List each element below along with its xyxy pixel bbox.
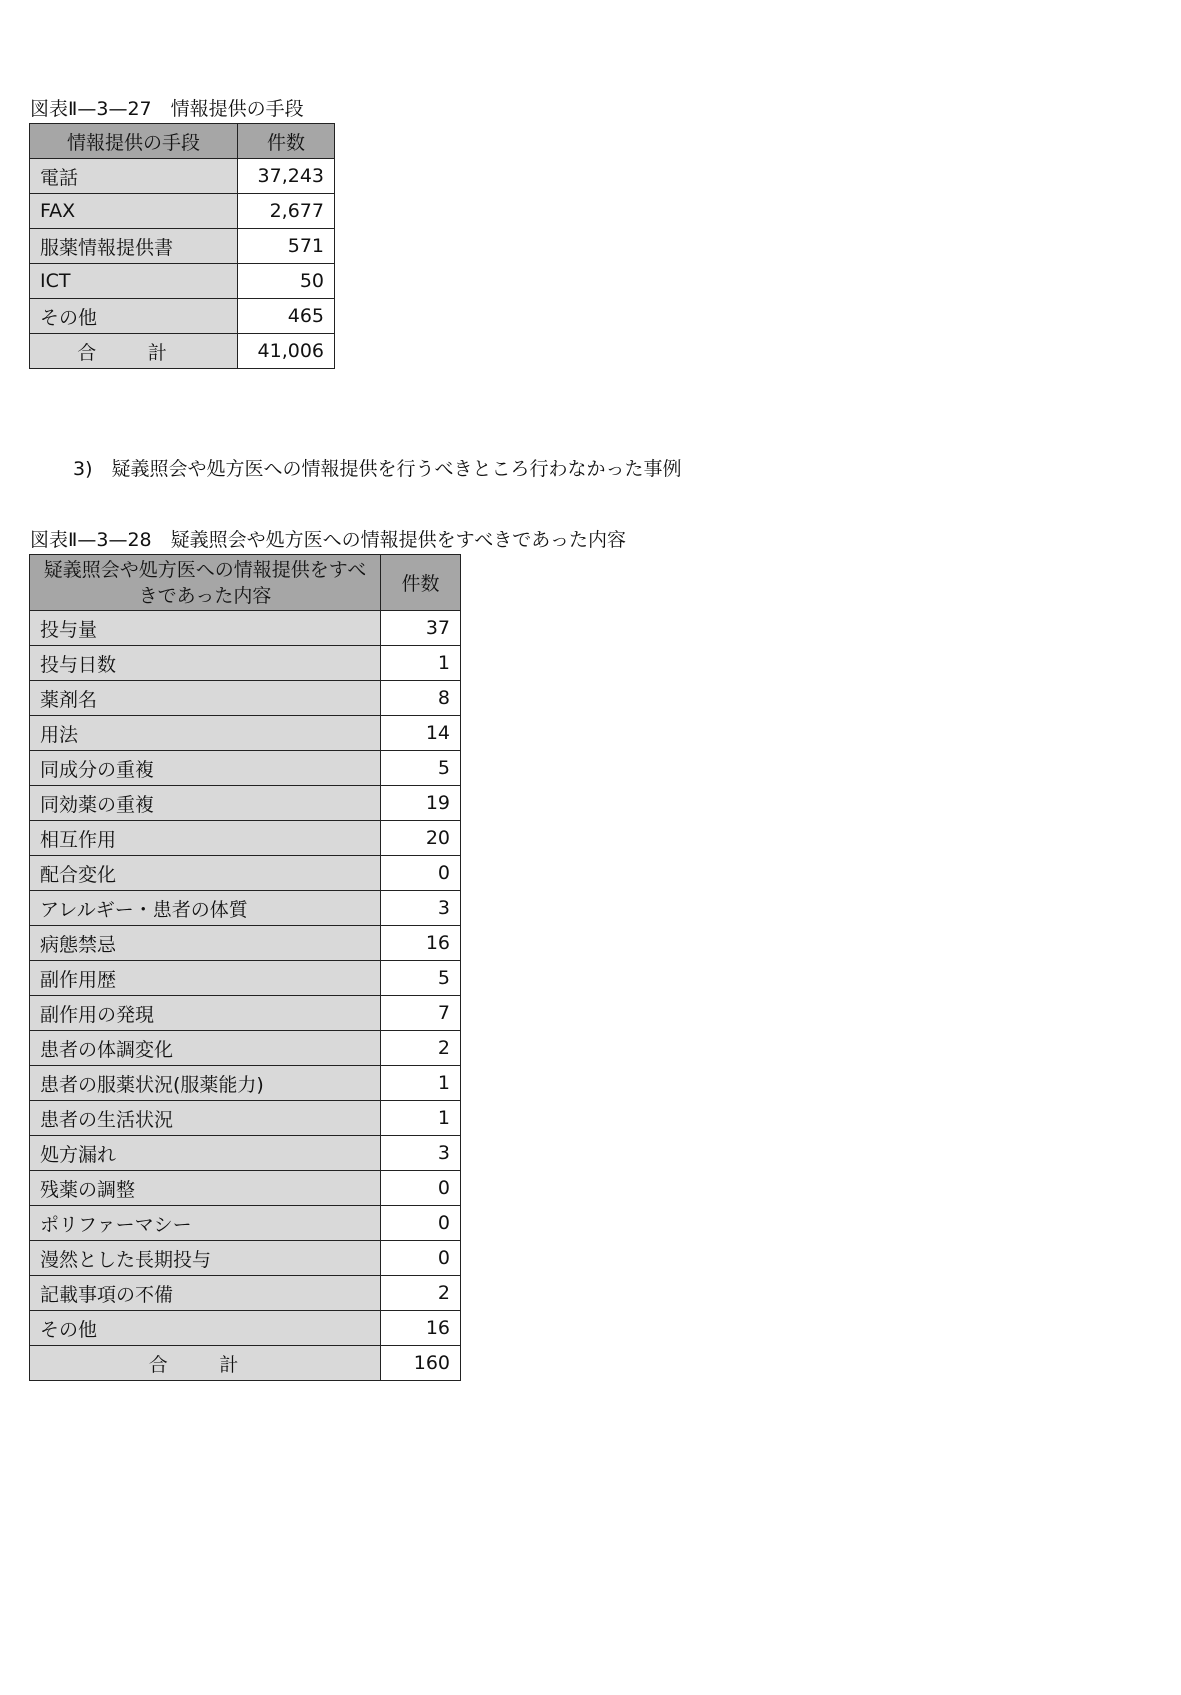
row-label: 漫然とした長期投与 [30,1241,381,1276]
row-count: 2 [381,1276,461,1311]
row-count: 5 [381,961,461,996]
table-row [30,926,461,961]
inquiry-content-table [29,554,461,1381]
table-row [30,891,461,926]
row-label: その他 [30,299,238,334]
table-row [30,1171,461,1206]
table-row [30,751,461,786]
row-count: 16 [381,1311,461,1346]
row-label: 記載事項の不備 [30,1276,381,1311]
table-header-row [30,555,461,611]
row-label: 薬剤名 [30,681,381,716]
table-row [30,716,461,751]
row-count: 5 [381,751,461,786]
row-count: 50 [238,264,335,299]
table-row [30,681,461,716]
row-label: 患者の生活状況 [30,1101,381,1136]
row-label: 配合変化 [30,856,381,891]
table-row [30,194,335,229]
row-label: 電話 [30,159,238,194]
row-count: 0 [381,1206,461,1241]
table-row [30,1101,461,1136]
row-count: 2,677 [238,194,335,229]
row-count: 16 [381,926,461,961]
row-label: 副作用歴 [30,961,381,996]
column-header-count: 件数 [381,555,461,611]
total-label: 合 計 [30,1346,381,1381]
table-row [30,961,461,996]
row-label: ICT [30,264,238,299]
table-row [30,1136,461,1171]
row-label: FAX [30,194,238,229]
row-label: 同成分の重複 [30,751,381,786]
total-count: 41,006 [238,334,335,369]
row-count: 465 [238,299,335,334]
row-label: 病態禁忌 [30,926,381,961]
row-label: 投与日数 [30,646,381,681]
table-row [30,786,461,821]
table-row [30,996,461,1031]
row-label: 処方漏れ [30,1136,381,1171]
total-row [30,1346,461,1381]
row-count: 1 [381,1101,461,1136]
row-label: 患者の服薬状況(服薬能力) [30,1066,381,1101]
row-label: 副作用の発現 [30,996,381,1031]
table-row [30,1276,461,1311]
row-label: 投与量 [30,611,381,646]
row-count: 20 [381,821,461,856]
info-method-table [29,123,335,369]
table-row [30,821,461,856]
row-count: 3 [381,1136,461,1171]
row-label: その他 [30,1311,381,1346]
row-label: 同効薬の重複 [30,786,381,821]
row-label: 相互作用 [30,821,381,856]
row-label: アレルギー・患者の体質 [30,891,381,926]
row-count: 0 [381,1171,461,1206]
table-row [30,1031,461,1066]
row-count: 0 [381,856,461,891]
table-row [30,611,461,646]
row-label: 用法 [30,716,381,751]
table-row [30,646,461,681]
row-label: 残薬の調整 [30,1171,381,1206]
row-count: 0 [381,1241,461,1276]
table-row [30,1206,461,1241]
row-label: 服薬情報提供書 [30,229,238,264]
row-count: 1 [381,1066,461,1101]
row-label: 患者の体調変化 [30,1031,381,1066]
table-row [30,1241,461,1276]
row-count: 3 [381,891,461,926]
row-count: 571 [238,229,335,264]
total-count: 160 [381,1346,461,1381]
table-row [30,159,335,194]
row-count: 8 [381,681,461,716]
row-count: 2 [381,1031,461,1066]
row-count: 37,243 [238,159,335,194]
total-row [30,334,335,369]
table-row [30,1066,461,1101]
column-header-count: 件数 [238,124,335,159]
table2-caption: 図表Ⅱ—3—28 疑義照会や処方医への情報提供をすべきであった内容 [30,529,627,551]
section-heading: 3) 疑義照会や処方医への情報提供を行うべきところ行わなかった事例 [73,458,682,480]
row-count: 14 [381,716,461,751]
column-header-method: 情報提供の手段 [30,124,238,159]
table-row [30,856,461,891]
table-row [30,1311,461,1346]
row-label: ポリファーマシー [30,1206,381,1241]
row-count: 37 [381,611,461,646]
table-row [30,299,335,334]
table1-caption: 図表Ⅱ—3—27 情報提供の手段 [30,98,304,120]
row-count: 1 [381,646,461,681]
table-row [30,229,335,264]
total-label: 合 計 [30,334,238,369]
table-row [30,264,335,299]
row-count: 19 [381,786,461,821]
column-header-content: 疑義照会や処方医への情報提供をすべきであった内容 [30,555,381,611]
row-count: 7 [381,996,461,1031]
table-header-row [30,124,335,159]
